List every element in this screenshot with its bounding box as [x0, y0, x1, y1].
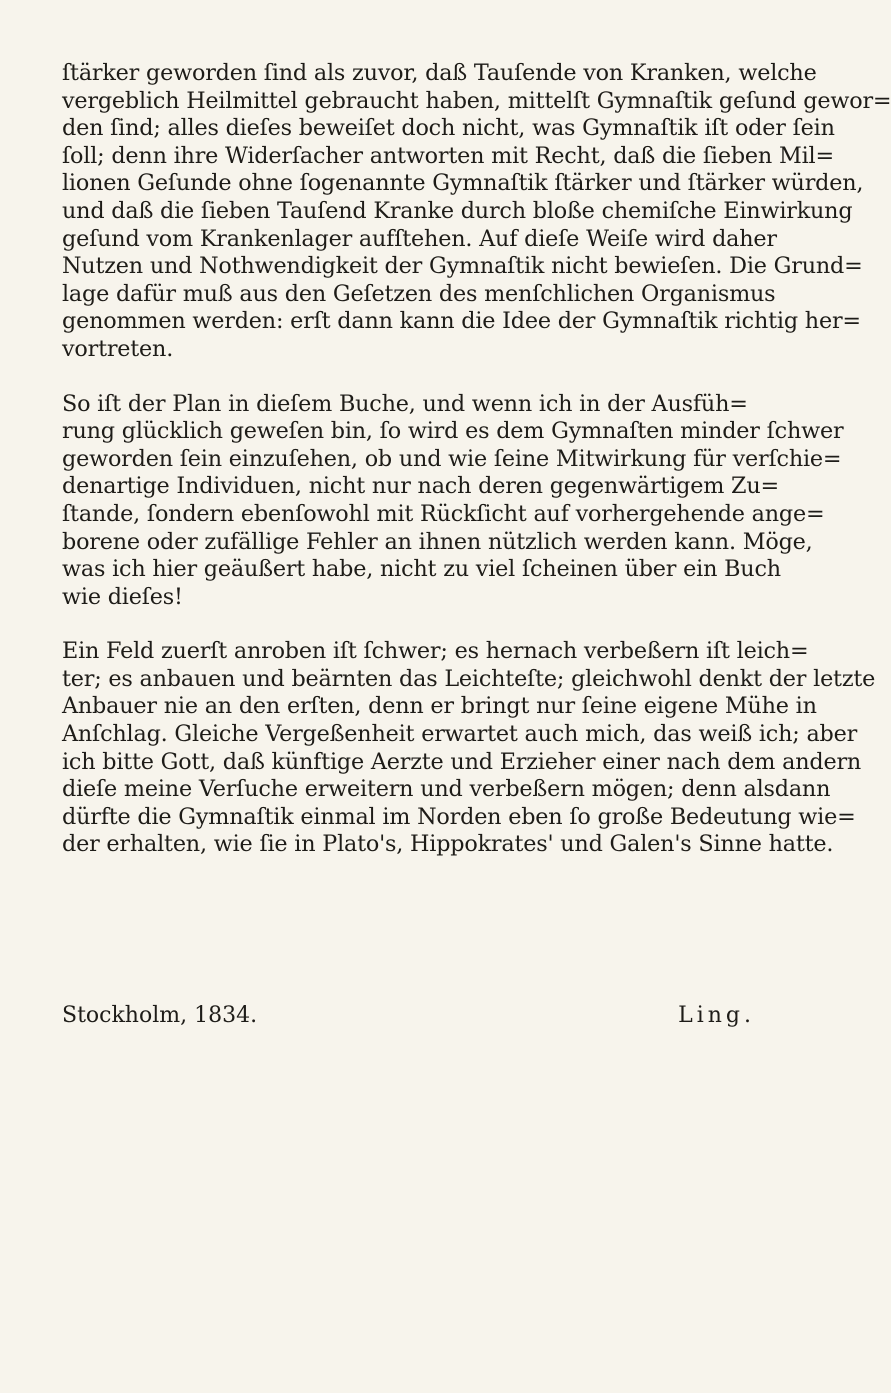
text-line: vergeblich Heilmittel gebraucht haben, mittelſt Gymnaſtik geſund gewor= [62, 87, 891, 114]
text-line: lionen Geſunde ohne ſogenannte Gymnaſtik ſtärker und ſtärker würden, [62, 170, 864, 197]
text-line: geſund vom Krankenlager aufſtehen. Auf dieſe Weiſe wird daher [62, 225, 777, 252]
paragraph-2 [62, 390, 844, 612]
text-line: dieſe meine Verſuche erweitern und verbeßern mögen; denn alsdann [62, 776, 831, 803]
text-line: lage dafür muß aus den Geſetzen des menſchlichen Organismus [62, 280, 776, 307]
text-line: Ein Feld zuerſt anroben iſt ſchwer; es hernach verbeßern iſt leich= [62, 638, 809, 665]
place-date: Stockholm, 1834. [62, 1003, 258, 1028]
paragraph-1 [62, 60, 891, 364]
paragraph-3 [62, 638, 876, 859]
document-body [62, 60, 891, 859]
text-line: ſtärker geworden ſind als zuvor, daß Tauſende von Kranken, welche [62, 60, 817, 86]
text-line: und daß die ſieben Tauſend Kranke durch bloße chemiſche Einwirkung [62, 197, 853, 224]
text-line: ſtande, ſondern ebenſowohl mit Rückſicht auf vorhergehende ange= [62, 500, 825, 527]
text-line: was ich hier geäußert habe, nicht zu viel ſcheinen über ein Buch [62, 556, 781, 583]
text-line: Anſchlag. Gleiche Vergeßenheit erwartet auch mich, das weiß ich; aber [62, 721, 858, 748]
text-line: Nutzen und Nothwendigkeit der Gymnaſtik nicht bewieſen. Die Grund= [62, 253, 863, 280]
text-line: borene oder zufällige Fehler an ihnen nützlich werden kann. Möge, [62, 528, 813, 555]
text-line: ſoll; denn ihre Widerſacher antworten mit Recht, daß die ſieben Mil= [62, 142, 834, 169]
text-line: wie dieſes! [62, 583, 183, 610]
text-line: dürfte die Gymnaſtik einmal im Norden eben ſo große Bedeutung wie= [62, 803, 856, 830]
text-line: ter; es anbauen und beärnten das Leichteſte; gleichwohl denkt der letzte [62, 665, 876, 692]
text-line: der erhalten, wie ſie in Plato's, Hippokrates' und Galen's Sinne hatte. [62, 831, 834, 858]
text-line: genommen werden: erſt dann kann die Idee der Gymnaſtik richtig her= [62, 308, 861, 335]
text-line: So iſt der Plan in dieſem Buche, und wenn ich in der Ausfüh= [62, 390, 748, 417]
text-line: den ſind; alles dieſes beweiſet doch nicht, was Gymnaſtik iſt oder ſein [62, 115, 835, 142]
text-line: rung glücklich geweſen bin, ſo wird es dem Gymnaſten minder ſchwer [62, 418, 844, 445]
text-line: ich bitte Gott, daß künftige Aerzte und Erzieher einer nach dem andern [62, 748, 862, 775]
text-line: Anbauer nie an den erſten, denn er bringt nur ſeine eigene Mühe in [62, 693, 817, 720]
text-line: geworden ſein einzuſehen, ob und wie ſeine Mitwirkung für verſchie= [62, 445, 842, 472]
author-signature: Ling. [678, 1003, 755, 1028]
text-line: vortreten. [62, 335, 174, 362]
text-line: denartige Individuen, nicht nur nach deren gegenwärtigem Zu= [62, 473, 779, 500]
